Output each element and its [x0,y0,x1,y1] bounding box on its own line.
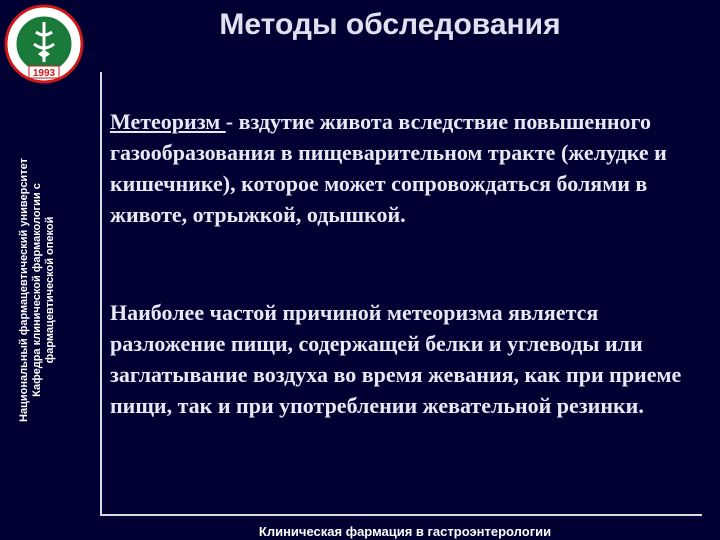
institution-name: Национальный фармацевтический университет [18,158,30,422]
content-area [100,72,702,516]
department-name: Кафедра клинической фармакологии с [31,183,43,397]
cause-paragraph: Наиболее частой причиной метеоризма является разложение пищи, содержащей белки и углеводы или заглатывание воздуха во время жевания, как при приеме пищи, так и при употреблении жевательной резинки. [110,300,682,418]
slide-footer: Клиническая фармация в гастроэнтерологии [200,523,610,540]
slide-title: Методы обследования [219,8,561,41]
institution-caption [18,110,57,470]
university-logo [4,4,84,84]
department-name-cont: фармацевтической опекой [44,216,56,364]
left-sidebar [0,0,88,540]
definition-text: - вздутие живота вследствие повышенного газообразования в пищеварительном тракте (желудке и кишечнике), которое может сопровождаться болями в животе, отрыжкой, одышкой. [110,109,667,227]
definition-paragraph [110,106,695,230]
term-meteorism: Метеоризм [110,109,226,134]
logo-year: 1993 [32,68,56,79]
